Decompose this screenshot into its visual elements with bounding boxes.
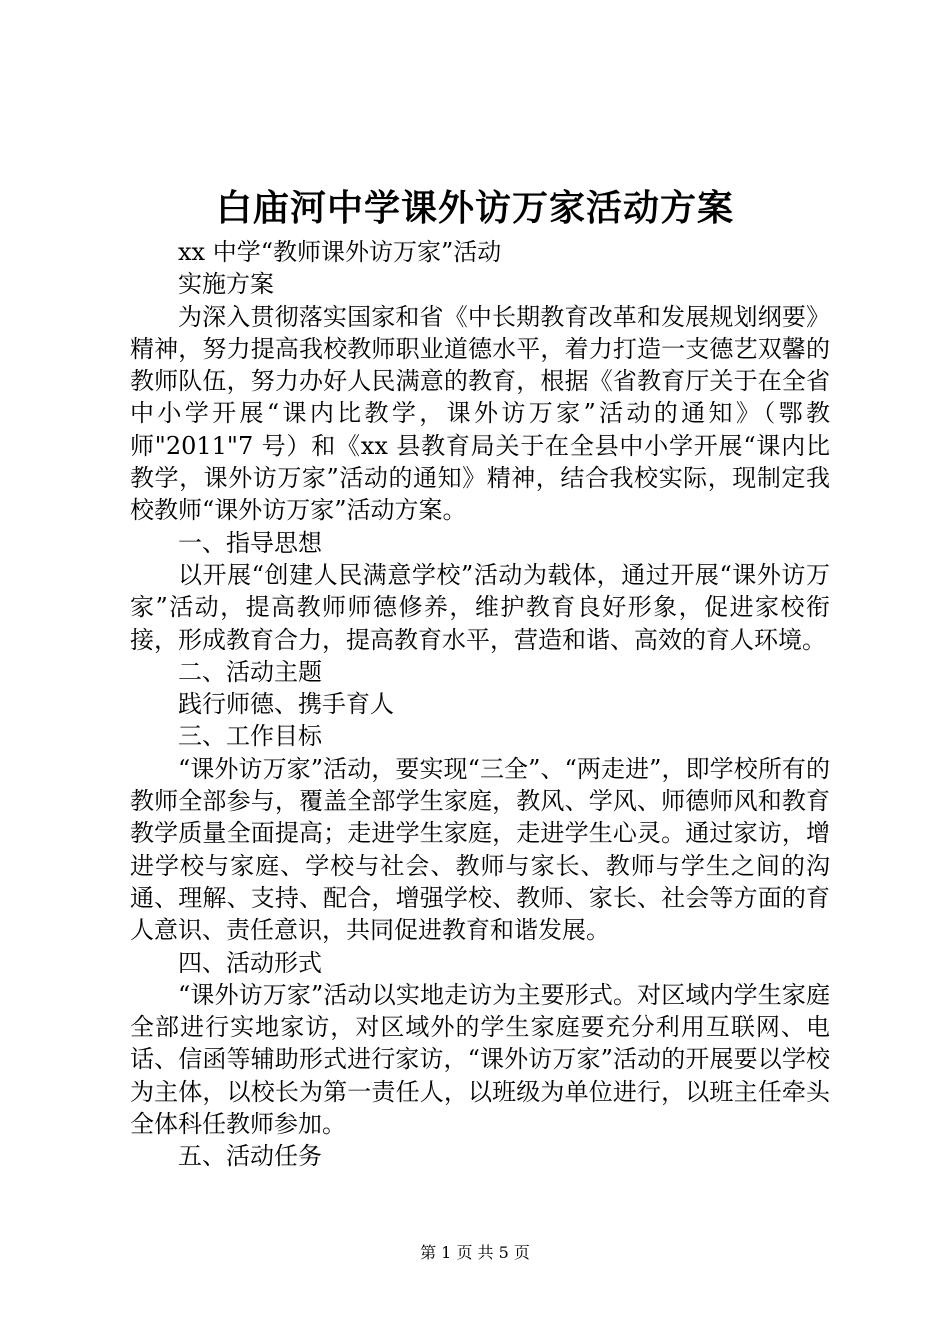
section-paragraph-2: 践行师德、携手育人 [178,690,394,719]
page-footer: 第 1 页 共 5 页 [420,1243,530,1262]
section-paragraph-1: 以开展“创建人民满意学校”活动为载体，通过开展“课外访万家”活动，提高教师师德修养，维护教育良好形象，促进家校衔接，形成教育合力，提高教育水平，营造和谐、高效的育人环境。 [130,560,830,654]
subtitle-line-1: xx 中学“教师课外访万家”活动 [178,238,502,266]
section-heading-4: 四、活动形式 [178,948,322,977]
subtitle-line-2: 实施方案 [178,270,274,299]
document-title: 白庙河中学课外访万家活动方案 [215,187,734,229]
section-heading-5: 五、活动任务 [178,1142,322,1171]
document-body [130,236,830,1173]
intro-paragraph: 为深入贯彻落实国家和省《中长期教育改革和发展规划纲要》精神，努力提高我校教师职业道德水平，着力打造一支德艺双馨的教师队伍，努力办好人民满意的教育，根据《省教育厅关于在全省中小学开展“课内比教学，课外访万家”活动的通知》（鄂教师"2011"7 号）和《xx 县教育局关于在全县中小学开展“课内比教学，课外访万家”活动的通知》精神，结合我校实际，现制定我校教师“课外访万家”活动方案。 [130,302,830,525]
section-paragraph-4: “课外访万家”活动以实地走访为主要形式。对区域内学生家庭全部进行实地家访，对区域外的学生家庭要充分利用互联网、电话、信函等辅助形式进行家访，“课外访万家”活动的开展要以学校为主体，以校长为第一责任人，以班级为单位进行，以班主任牵头全体科任教师参加。 [130,980,830,1139]
section-heading-1: 一、指导思想 [178,528,322,557]
section-heading-2: 二、活动主题 [178,657,322,686]
section-heading-3: 三、工作目标 [178,722,322,751]
section-paragraph-3: “课外访万家”活动，要实现“三全”、“两走进”，即学校所有的教师全部参与，覆盖全部学生家庭，教风、学风、师德师风和教育教学质量全面提高；走进学生家庭，走进学生心灵。通过家访，增进学校与家庭、学校与社会、教师与家长、教师与学生之间的沟通、理解、支持、配合，增强学校、教师、家长、社会等方面的育人意识、责任意识，共同促进教育和谐发展。 [130,754,830,945]
